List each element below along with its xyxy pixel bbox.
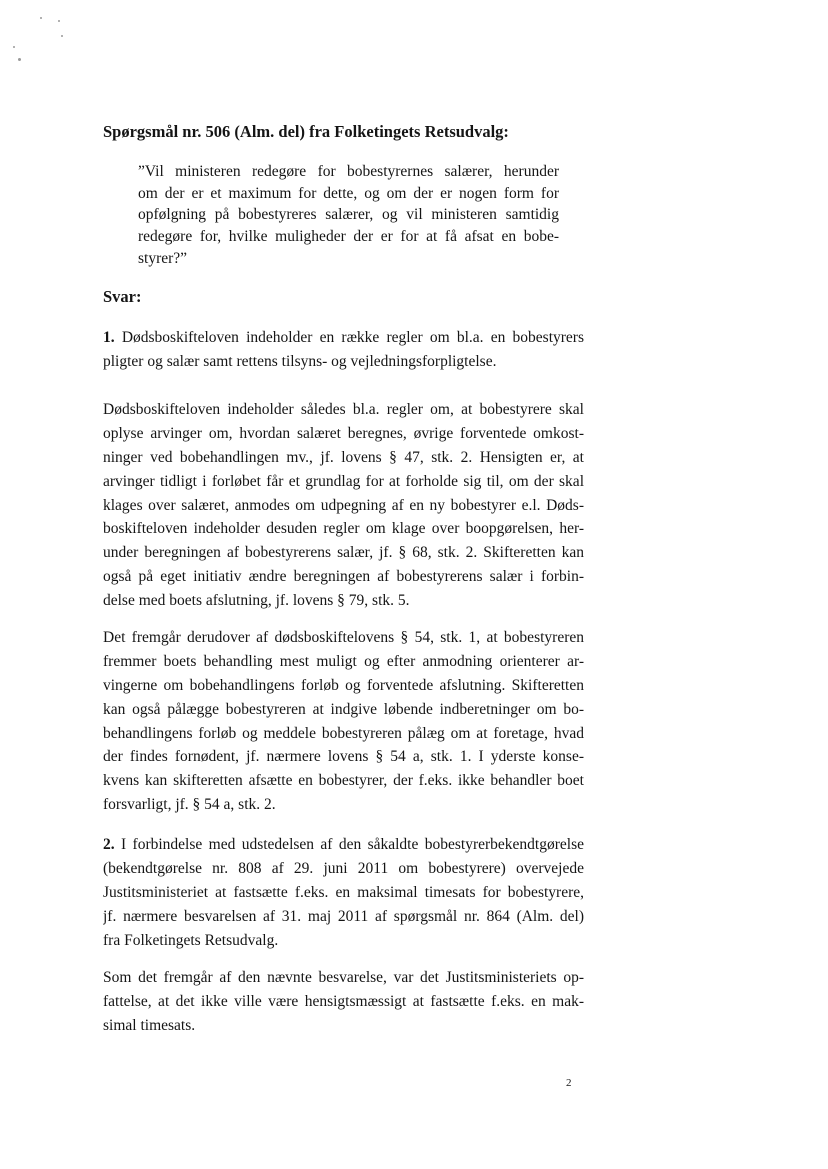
paragraph-line: fremmer boets behandling mest muligt og efter anmodning orienterer ar- bbox=[103, 652, 584, 670]
question-line: ”Vil ministeren redegøre for bobestyrernes salærer, herunder bbox=[138, 163, 559, 180]
paragraph-line: der findes fornødent, jf. nærmere lovens § 54 a, stk. 1. I yderste konse- bbox=[103, 748, 584, 766]
answer-paragraph bbox=[103, 833, 584, 952]
paragraph-line: oplyse arvinger om, hvordan salæret beregnes, øvrige forventede omkost- bbox=[103, 424, 584, 442]
question-quote bbox=[138, 161, 559, 269]
paragraph-line: kvens kan skifteretten afsætte en bobestyrer, der f.eks. ikke behandler boet bbox=[103, 772, 584, 790]
paragraph-line: (bekendtgørelse nr. 808 af 29. juni 2011 om bobestyrere) overvejede bbox=[103, 859, 584, 877]
paragraph-line: arvinger tidligt i forløbet får et grundlag for at forholde sig til, om der skal bbox=[103, 472, 584, 490]
section-number: 1. bbox=[103, 329, 115, 346]
paragraph-line: 2. I forbindelse med udstedelsen af den såkaldte bobestyrerbekendtgørelse bbox=[103, 836, 584, 853]
page-number: 2 bbox=[566, 1077, 572, 1089]
paragraph-line: også på eget initiativ ændre beregningen af bobestyrerens salær i forbin- bbox=[103, 568, 584, 586]
paragraph-line: fattelse, at det ikke ville være hensigtsmæssigt at fastsætte f.eks. en mak- bbox=[103, 992, 584, 1010]
answer-paragraph bbox=[103, 966, 584, 1038]
answer-paragraph bbox=[103, 326, 584, 374]
paragraph-line: fra Folketingets Retsudvalg. bbox=[103, 931, 279, 949]
section-number: 2. bbox=[103, 836, 115, 853]
scan-artifact bbox=[40, 17, 42, 19]
paragraph-line: 1. Dødsboskifteloven indeholder en række regler om bl.a. en bobestyrers bbox=[103, 329, 584, 346]
question-line: redegøre for, hvilke muligheder der er for at få afsat en bobe- bbox=[138, 228, 559, 246]
answer-label: Svar: bbox=[103, 287, 142, 306]
scan-artifact bbox=[13, 46, 15, 48]
answer-paragraph bbox=[103, 398, 584, 613]
question-heading: Spørgsmål nr. 506 (Alm. del) fra Folketingets Retsudvalg: bbox=[103, 122, 509, 141]
paragraph-line: Justitsministeriet at fastsætte f.eks. en maksimal timesats for bobestyrere, bbox=[103, 883, 584, 901]
paragraph-line: jf. nærmere besvarelsen af 31. maj 2011 af spørgsmål nr. 864 (Alm. del) bbox=[103, 907, 584, 925]
question-line: om der er et maximum for dette, og om der er nogen form for bbox=[138, 184, 559, 202]
scan-artifact bbox=[61, 35, 63, 37]
paragraph-line: forsvarligt, jf. § 54 a, stk. 2. bbox=[103, 796, 276, 814]
paragraph-line: ninger ved bobehandlingen mv., jf. lovens § 47, stk. 2. Hensigten er, at bbox=[103, 448, 584, 466]
paragraph-line: delse med boets afslutning, jf. lovens § 79, stk. 5. bbox=[103, 592, 410, 610]
scan-artifact bbox=[18, 58, 21, 61]
paragraph-line: Det fremgår derudover af dødsboskiftelovens § 54, stk. 1, at bobestyreren bbox=[103, 629, 584, 646]
question-line: styrer?” bbox=[138, 249, 188, 267]
paragraph-line: pligter og salær samt rettens tilsyns- og vejledningsforpligtelse. bbox=[103, 352, 497, 370]
paragraph-line: simal timesats. bbox=[103, 1016, 196, 1034]
answer-paragraph bbox=[103, 626, 584, 817]
paragraph-line: boskifteloven indeholder desuden regler om klage over boopgørelsen, her- bbox=[103, 520, 584, 538]
paragraph-line: under beregningen af bobestyrerens salær, jf. § 68, stk. 2. Skifteretten kan bbox=[103, 544, 584, 562]
paragraph-line: Dødsboskifteloven indeholder således bl.a. regler om, at bobestyrere skal bbox=[103, 401, 584, 418]
paragraph-line: kan også pålægge bobestyreren at indgive løbende indberetninger om bo- bbox=[103, 700, 584, 718]
question-line: opfølgning på bobestyreres salærer, og vil ministeren samtidig bbox=[138, 206, 559, 224]
paragraph-line: Som det fremgår af den nævnte besvarelse, var det Justitsministeriets op- bbox=[103, 969, 584, 986]
scan-artifact bbox=[58, 20, 60, 22]
paragraph-line: vingerne om bobehandlingens forløb og forventede afslutning. Skifteretten bbox=[103, 676, 584, 694]
paragraph-line: klages over salæret, anmodes om udpegning af en ny bobestyrer e.l. Døds- bbox=[103, 496, 584, 514]
paragraph-line: behandlingens forløb og meddele bobestyreren pålæg om at foretage, hvad bbox=[103, 724, 584, 742]
